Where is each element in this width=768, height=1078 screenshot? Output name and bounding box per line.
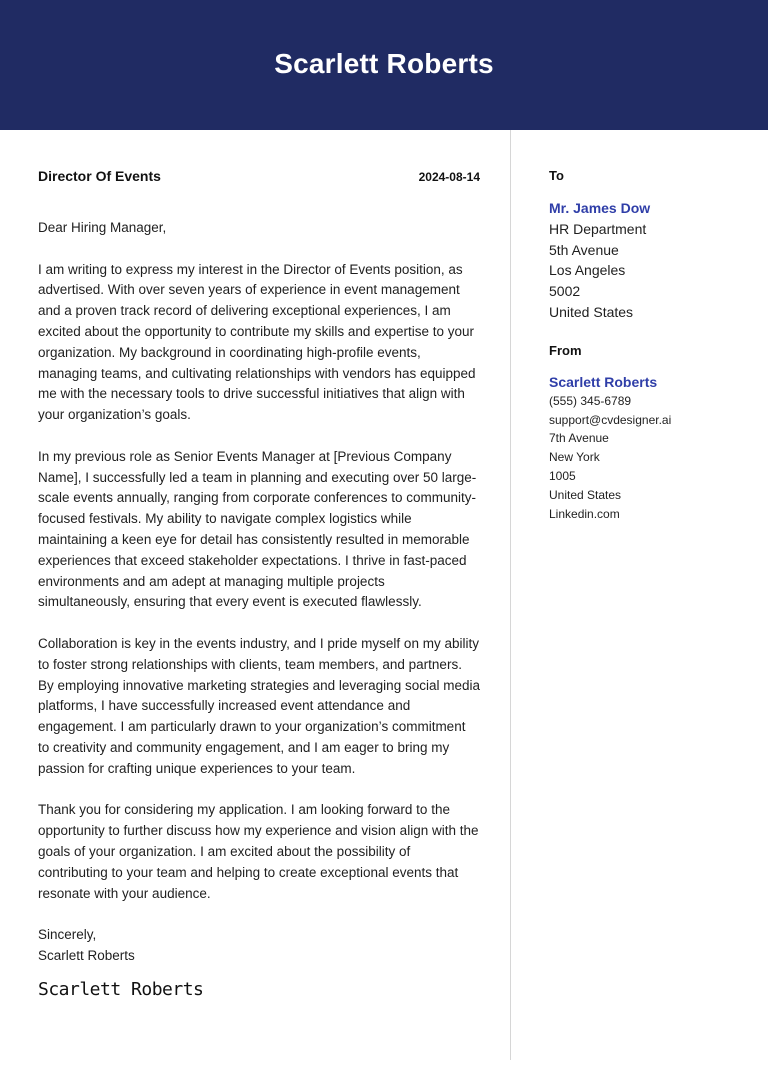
- recipient-city: Los Angeles: [549, 262, 626, 279]
- sender-name: Scarlett Roberts: [549, 373, 658, 390]
- recipient-street: 5th Avenue: [549, 241, 619, 258]
- sidebar: [549, 168, 749, 523]
- greeting: Dear Hiring Manager,: [38, 220, 167, 235]
- closing-name: Scarlett Roberts: [38, 947, 135, 963]
- sender-email: support@cvdesigner.ai: [549, 412, 672, 427]
- paragraph-2: In my previous role as Senior Events Manager at [Previous Company Name], I successfully led a team in planning and executing over 50 large-scale events annually, ranging from corporate conferences to community-focused festivals. My ability to navigate complex logistics while maintaining a keen eye for detail has consistently resulted in memorable experiences that exceed stakeholder expectations. I thrive in fast-paced environments and am adept at managing multiple projects simultaneously, ensuring that every event is executed flawlessly.: [38, 448, 477, 610]
- recipient-country: United States: [549, 303, 634, 320]
- signature: Scarlett Roberts: [38, 978, 204, 1000]
- sender-phone: (555) 345-6789: [549, 393, 632, 408]
- header-banner: [0, 0, 768, 130]
- to-label: To: [549, 168, 564, 183]
- from-label: From: [549, 342, 582, 358]
- sender-city: New York: [549, 450, 600, 465]
- applicant-name-heading: Scarlett Roberts: [274, 48, 494, 79]
- sender-linkedin: Linkedin.com: [549, 506, 620, 521]
- letter-date: 2024-08-14: [418, 170, 480, 184]
- sender-street: 7th Avenue: [549, 431, 609, 446]
- recipient-zip: 5002: [549, 283, 581, 300]
- paragraph-1: I am writing to express my interest in the Director of Events position, as advertised. With over seven years of experience in event management and a proven track record of delivering exceptional experiences, I am excited about the opportunity to contribute my skills and expertise to your organization. My background in coordinating high-profile events, managing teams, and cultivating relationships with vendors has equipped me with the necessary tools to drive successful initiatives that align with your organization’s goals.: [38, 261, 476, 423]
- column-divider: [510, 130, 511, 1060]
- paragraph-4: Thank you for considering my application. I am looking forward to the opportunity to further discuss how my experience and vision align with the goals of your organization. I am excited about the possibility of contributing to your team and helping to create exceptional events that resonate with your audience.: [38, 802, 479, 901]
- title-row: [38, 168, 480, 188]
- closing-phrase: Sincerely,: [38, 927, 97, 943]
- letter-body: [38, 168, 480, 1000]
- closing: [38, 925, 480, 967]
- recipient-name: Mr. James Dow: [549, 200, 651, 216]
- job-title: Director Of Events: [38, 168, 161, 184]
- sender-zip: 1005: [549, 468, 576, 483]
- sender-country: United States: [549, 487, 622, 502]
- recipient-department: HR Department: [549, 220, 647, 237]
- paragraph-3: Collaboration is key in the events industry, and I pride myself on my ability to foster strong relationships with clients, team members, and partners. By employing innovative marketing strategies and leveraging social media platforms, I have successfully increased event attendance and engagement. I am particularly drawn to your organization’s commitment to creativity and community engagement, and I am eager to bring my passion for crafting unique experiences to your team.: [38, 635, 480, 776]
